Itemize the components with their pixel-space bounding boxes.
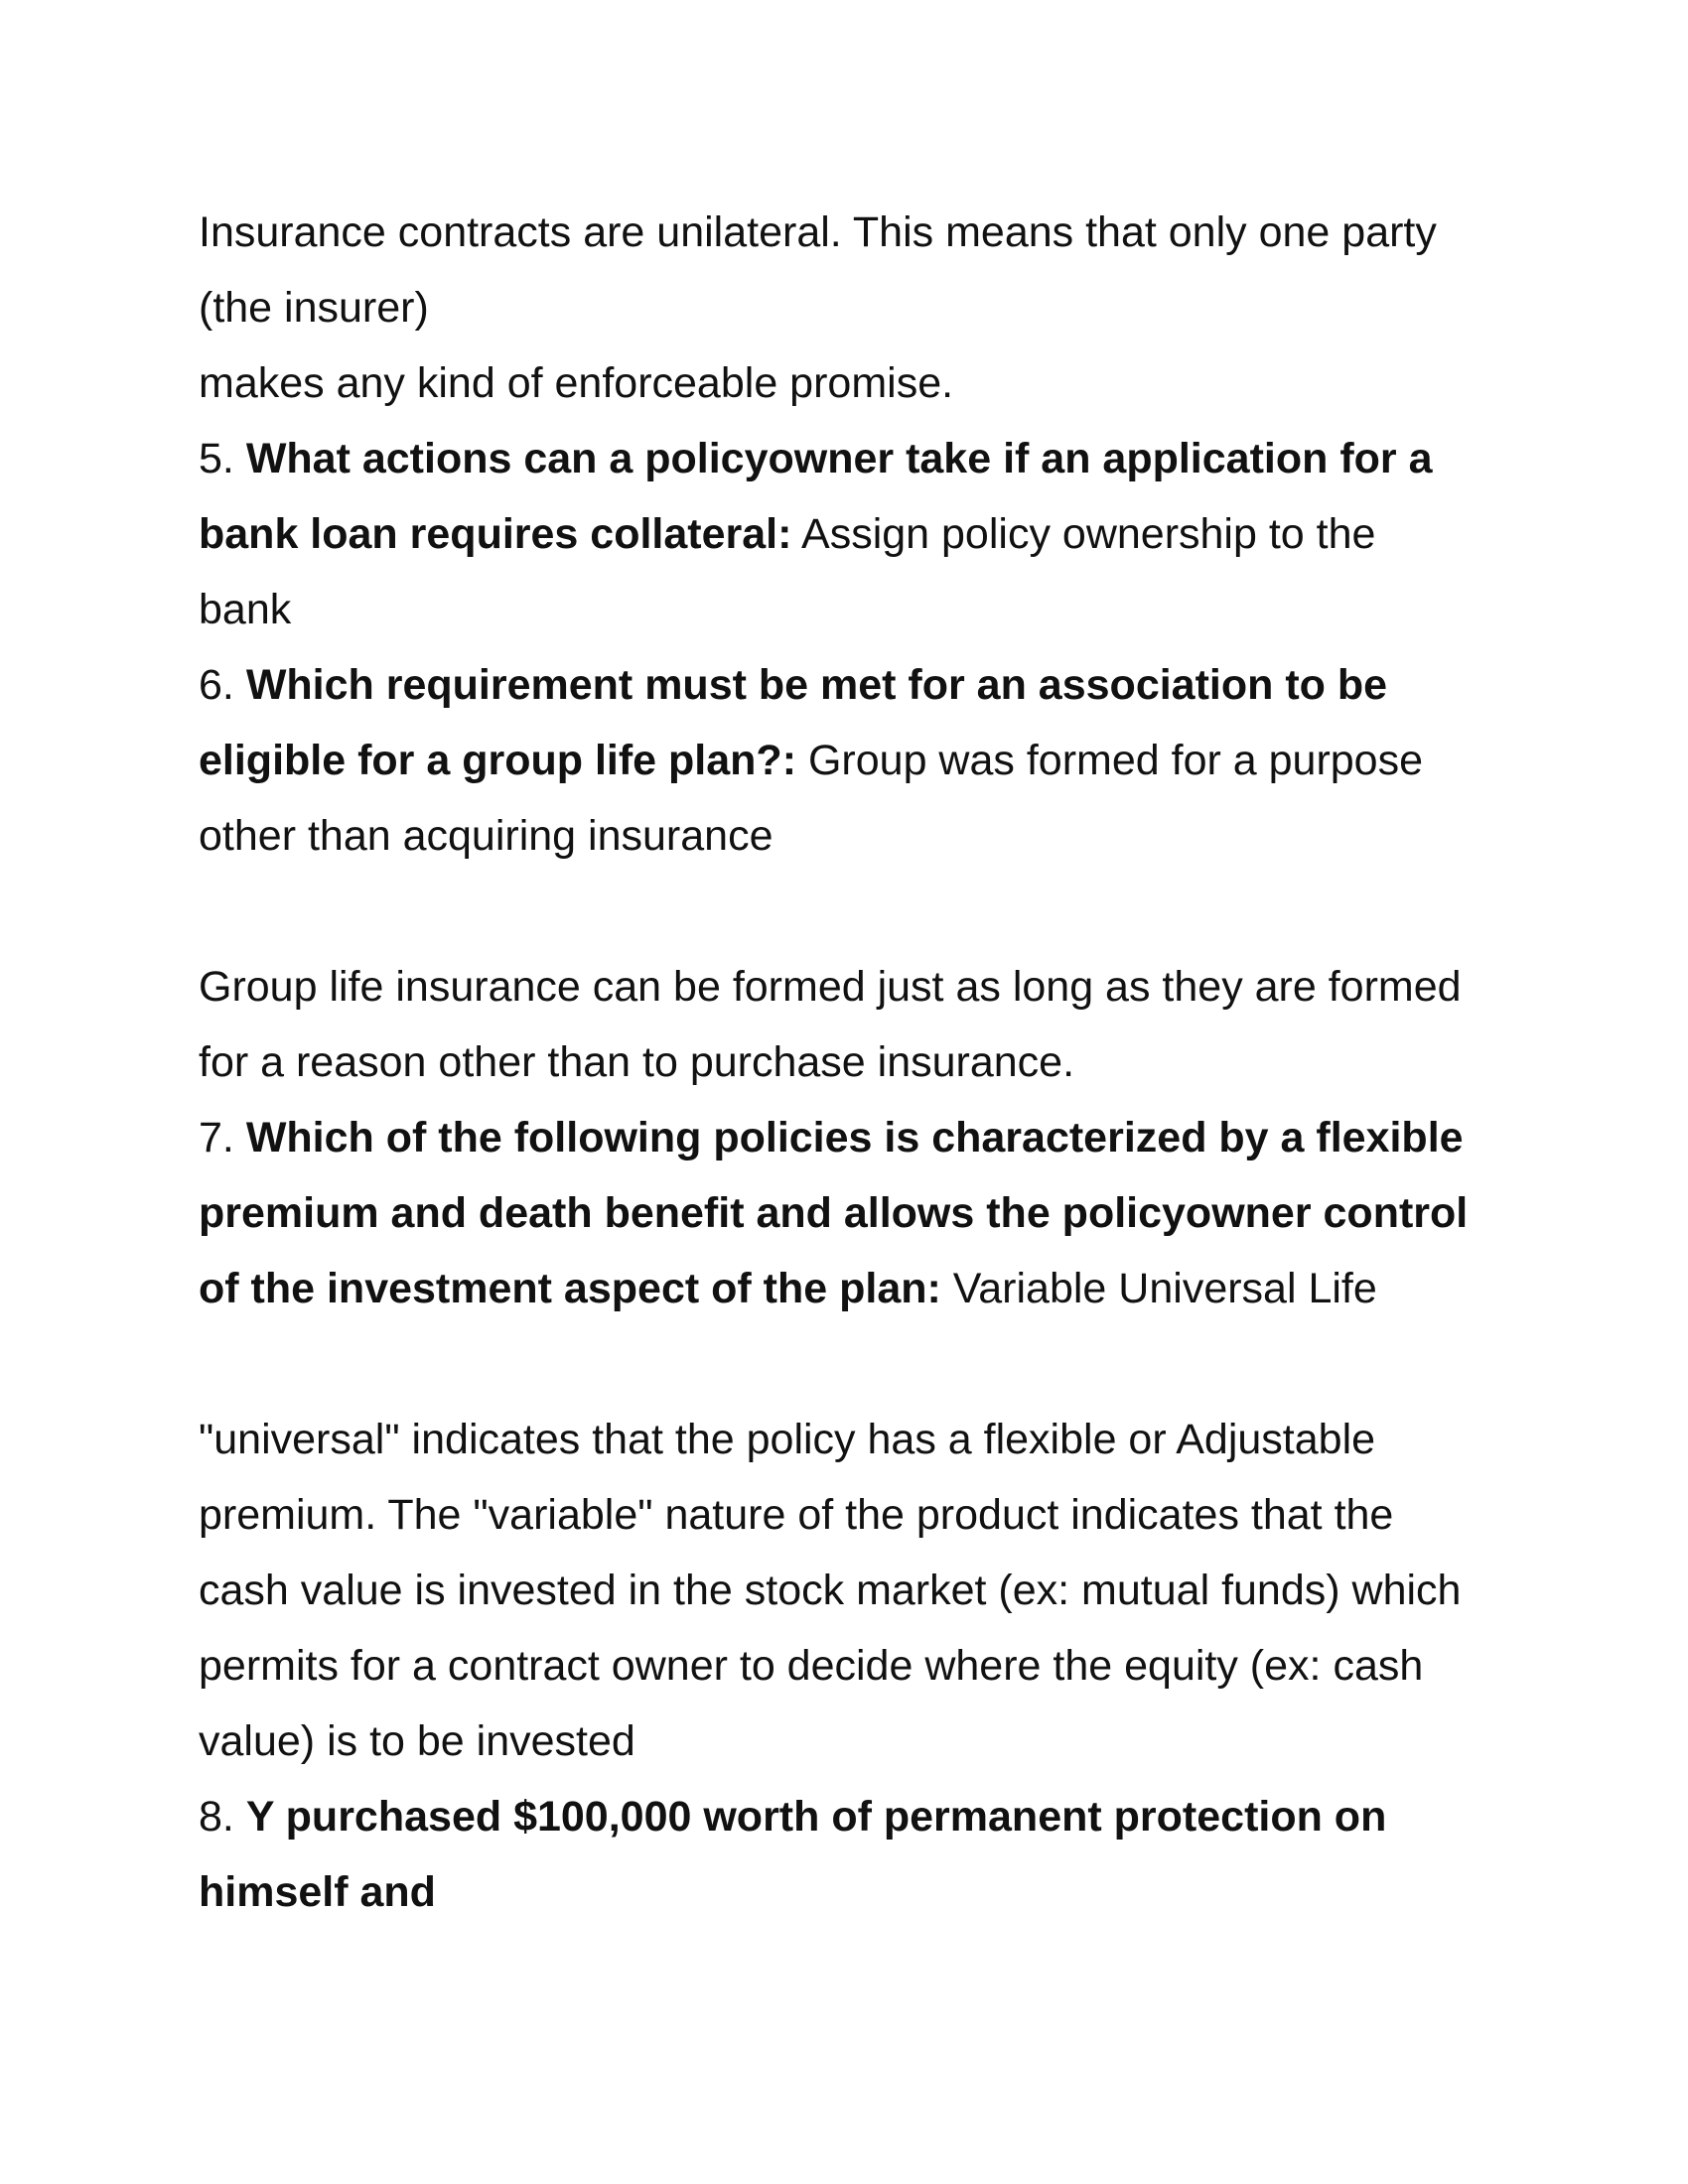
body-text: Assign policy ownership to the — [791, 510, 1376, 558]
question-text: Y purchased $100,000 worth of permanent protection on — [245, 1793, 1387, 1841]
text-line — [199, 1628, 1499, 1704]
text-line — [199, 723, 1499, 798]
question-text: eligible for a group life plan?: — [199, 737, 797, 784]
question-text: What actions can a policyowner take if an application for a — [245, 435, 1433, 482]
text-line — [199, 1024, 1499, 1100]
text-line — [199, 647, 1499, 723]
text-line — [199, 1704, 1499, 1779]
question-text: bank loan requires collateral: — [199, 510, 792, 558]
text-line — [199, 1779, 1499, 1854]
text-line — [199, 572, 1499, 647]
text-line — [199, 1477, 1499, 1553]
body-text: 6. — [199, 661, 246, 709]
text-line — [199, 345, 1499, 421]
question-text: himself and — [199, 1868, 436, 1916]
body-text: makes any kind of enforceable promise. — [199, 359, 954, 407]
body-text: Group was formed for a purpose — [796, 737, 1424, 784]
text-line — [199, 195, 1499, 270]
question-text: of the investment aspect of the plan: — [199, 1265, 941, 1312]
body-text: Group life insurance can be formed just as long as they are formed — [199, 963, 1462, 1011]
body-text: value) is to be invested — [199, 1717, 635, 1765]
text-line — [199, 798, 1499, 874]
blank-line — [199, 1326, 1499, 1402]
body-text: Variable Universal Life — [940, 1265, 1377, 1312]
text-line — [199, 270, 1499, 345]
text-line — [199, 949, 1499, 1024]
text-line — [199, 1100, 1499, 1175]
body-text: 5. — [199, 435, 246, 482]
document-page — [199, 195, 1499, 1930]
text-line — [199, 1402, 1499, 1477]
body-text: permits for a contract owner to decide where the equity (ex: cash — [199, 1642, 1424, 1690]
text-line — [199, 1251, 1499, 1326]
text-line — [199, 1553, 1499, 1628]
body-text: 8. — [199, 1793, 246, 1841]
text-line — [199, 421, 1499, 496]
text-line — [199, 1175, 1499, 1251]
blank-line — [199, 874, 1499, 949]
body-text: Insurance contracts are unilateral. This means that only one party — [199, 208, 1437, 256]
body-text: "universal" indicates that the policy has a flexible or Adjustable — [199, 1416, 1376, 1463]
body-text: (the insurer) — [199, 284, 429, 332]
question-text: premium and death benefit and allows the policyowner control — [199, 1189, 1469, 1237]
text-line — [199, 1854, 1499, 1930]
body-text: other than acquiring insurance — [199, 812, 774, 860]
body-text: cash value is invested in the stock market (ex: mutual funds) which — [199, 1567, 1462, 1614]
question-text: Which of the following policies is characterized by a flexible — [245, 1114, 1464, 1161]
body-text: 7. — [199, 1114, 246, 1161]
question-text: Which requirement must be met for an association to be — [245, 661, 1388, 709]
body-text: for a reason other than to purchase insurance. — [199, 1038, 1075, 1086]
body-text: bank — [199, 586, 292, 633]
body-text: premium. The "variable" nature of the product indicates that the — [199, 1491, 1394, 1539]
text-line — [199, 496, 1499, 572]
